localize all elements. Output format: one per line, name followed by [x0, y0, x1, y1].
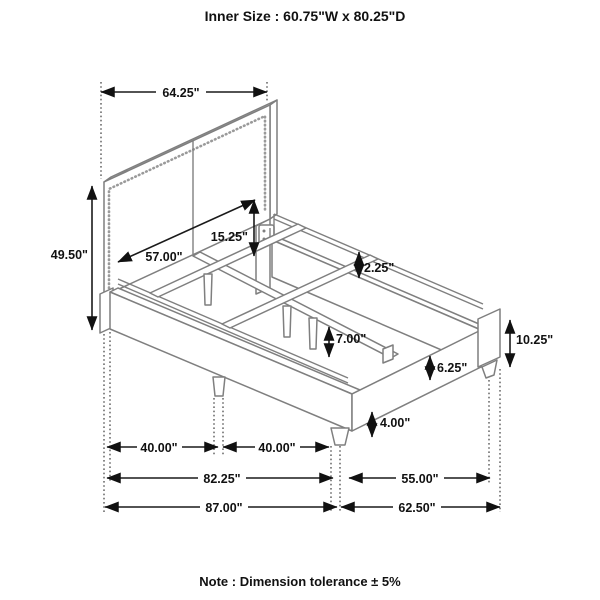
- headboard-front-panel: [104, 105, 270, 296]
- headboard-side-face: [270, 100, 277, 219]
- dim-headboard-height: [51, 186, 92, 330]
- dim-overall-length: [105, 499, 337, 515]
- center-leg-height-label: 7.00": [336, 332, 367, 346]
- right-corner-post: [478, 309, 500, 367]
- foot-leg-height-label: 4.00": [380, 416, 411, 430]
- corner-height-label: 10.25": [516, 333, 554, 347]
- leg-spacing-front-label: 40.00": [140, 441, 178, 455]
- support-leg-2: [283, 306, 291, 337]
- dim-overall-width: [341, 499, 500, 515]
- headboard-inner-width-label: 57.00": [145, 250, 183, 264]
- leg-spacing-back-label: 40.00": [258, 441, 296, 455]
- support-leg-1: [204, 274, 212, 305]
- dim-leg-spacing-front: [107, 439, 218, 455]
- dim-slat-ledge-height: [359, 252, 394, 278]
- dim-foot-span-inner: [349, 470, 490, 486]
- mid-rail-leg: [213, 377, 225, 396]
- left-side-rail: [110, 288, 360, 431]
- headboard-height-label: 49.50": [50, 248, 88, 262]
- dim-frame-length: [107, 470, 333, 486]
- front-left-leg: [331, 428, 349, 445]
- headboard-width-label: 64.25": [162, 86, 200, 100]
- center-rail-foot-bracket: [383, 345, 393, 363]
- slat-ledge-height-label: 2.25": [364, 261, 395, 275]
- frame-length-label: 82.25": [203, 472, 241, 486]
- panel-to-rail-label: 15.25": [210, 230, 248, 244]
- overall-length-label: 87.00": [205, 501, 243, 515]
- inner-size-title: Inner Size : 60.75"W x 80.25"D: [204, 8, 406, 24]
- overall-width-label: 62.50": [398, 501, 436, 515]
- foot-span-inner-label: 55.00": [401, 472, 439, 486]
- tolerance-note: Note : Dimension tolerance ± 5%: [199, 574, 401, 589]
- dim-center-leg-height: [329, 327, 366, 357]
- dim-corner-height: [510, 320, 553, 367]
- support-leg-3: [309, 318, 317, 349]
- side-rail-height-label: 6.25": [437, 361, 468, 375]
- dim-headboard-width: [101, 84, 267, 100]
- dim-leg-spacing-back: [223, 439, 329, 455]
